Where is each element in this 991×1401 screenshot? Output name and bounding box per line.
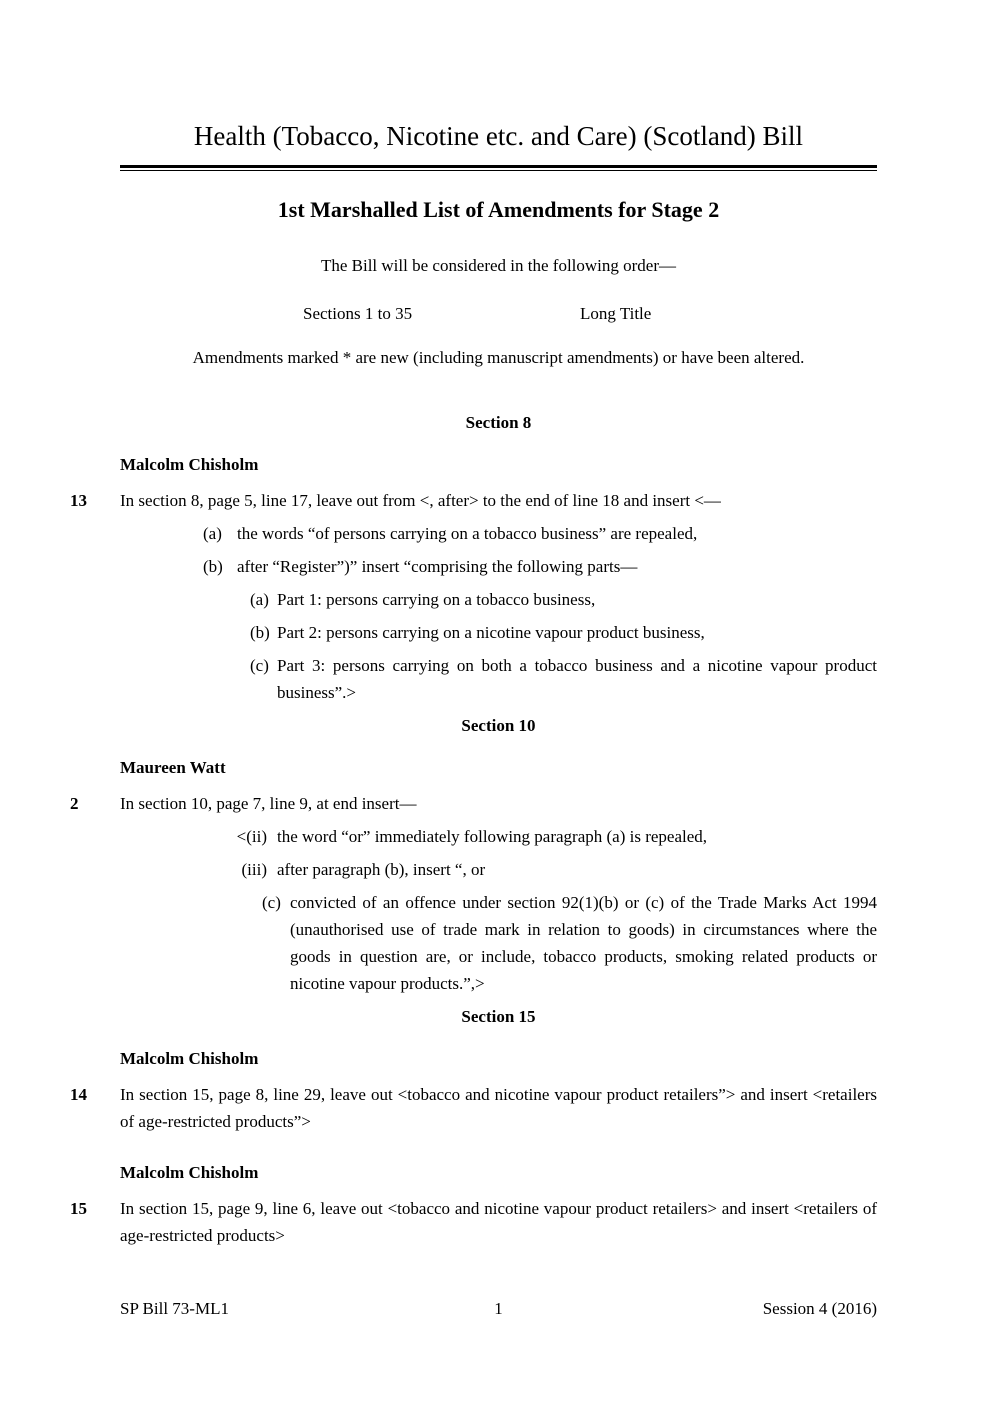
marshalled-list-title: 1st Marshalled List of Amendments for Stage 2 <box>277 197 720 222</box>
proposer-name: Malcolm Chisholm <box>120 455 259 474</box>
item-text: Part 1: persons carrying on a tobacco business, <box>277 590 596 609</box>
item-text: after “Register”)” insert “comprising the following parts— <box>237 557 638 576</box>
list-item <box>250 652 877 706</box>
item-text: the words “of persons carrying on a tobacco business” are repealed, <box>237 524 698 543</box>
title-rule <box>120 165 877 171</box>
list-item <box>203 520 877 547</box>
item-label: (a) <box>203 524 222 543</box>
amendment-text: In section 8, page 5, line 17, leave out from <, after> to the end of line 18 and insert <— <box>120 491 721 510</box>
amendment-2 <box>70 790 877 1003</box>
consideration-order-row <box>120 303 877 325</box>
amendment-number: 13 <box>70 491 87 510</box>
item-text: Part 2: persons carrying on a nicotine vapour product business, <box>277 623 705 642</box>
item-label: (c) <box>250 656 269 675</box>
list-item <box>250 619 877 646</box>
amendment-13 <box>70 487 877 712</box>
list-item <box>262 889 877 997</box>
item-label: (b) <box>203 557 223 576</box>
item-text: Part 3: persons carrying on both a tobacco business and a nicotine vapour product business”.> <box>277 656 877 702</box>
proposer-name: Malcolm Chisholm <box>120 1163 259 1182</box>
item-label: (iii) <box>241 860 267 879</box>
order-long-title: Long Title <box>580 304 652 323</box>
amendments-note: Amendments marked * are new (including manuscript amendments) or have been altered. <box>192 348 805 367</box>
order-intro: The Bill will be considered in the following order— <box>320 256 677 275</box>
amendment-number: 14 <box>70 1085 87 1104</box>
amendment-number: 2 <box>70 794 79 813</box>
amendment-text: In section 15, page 9, line 6, leave out <tobacco and nicotine vapour product retailers> and insert <retailers of age-restricted products> <box>120 1199 877 1245</box>
page-footer <box>120 1298 877 1320</box>
list-item <box>220 823 877 850</box>
section-heading-8: Section 8 <box>465 413 532 432</box>
footer-session: Session 4 (2016) <box>762 1299 877 1318</box>
section-heading-10: Section 10 <box>461 716 536 735</box>
amendment-number: 15 <box>70 1199 87 1218</box>
item-text: after paragraph (b), insert “, or <box>277 860 486 879</box>
bill-title: Health (Tobacco, Nicotine etc. and Care) (Scotland) Bill <box>193 121 804 151</box>
item-label: (b) <box>250 623 270 642</box>
list-item <box>203 553 877 580</box>
item-text: convicted of an offence under section 92(1)(b) or (c) of the Trade Marks Act 1994 (unauthorised use of trade mark in relation to goods) in circumstances where the goods in question are, or include, tobacco products, smoking related products or nicotine vapour products.”,> <box>290 893 877 993</box>
item-text: the word “or” immediately following paragraph (a) is repealed, <box>277 827 708 846</box>
amendment-15 <box>70 1195 877 1255</box>
footer-bill-reference: SP Bill 73-ML1 <box>120 1299 229 1318</box>
proposer-name: Maureen Watt <box>120 758 226 777</box>
list-item <box>220 856 877 883</box>
item-label: (c) <box>262 893 281 912</box>
section-heading-15: Section 15 <box>461 1007 536 1026</box>
amendment-text: In section 15, page 8, line 29, leave out <tobacco and nicotine vapour product retailers”> and insert <retailers of age-restricted products”> <box>120 1085 877 1131</box>
proposer-name: Malcolm Chisholm <box>120 1049 259 1068</box>
list-item <box>250 586 877 613</box>
footer-page-number: 1 <box>494 1299 503 1318</box>
item-label: (a) <box>250 590 269 609</box>
amendment-text: In section 10, page 7, line 9, at end insert— <box>120 794 417 813</box>
item-label: <(ii) <box>236 827 267 846</box>
amendment-14 <box>70 1081 877 1141</box>
order-sections-range: Sections 1 to 35 <box>303 304 413 323</box>
